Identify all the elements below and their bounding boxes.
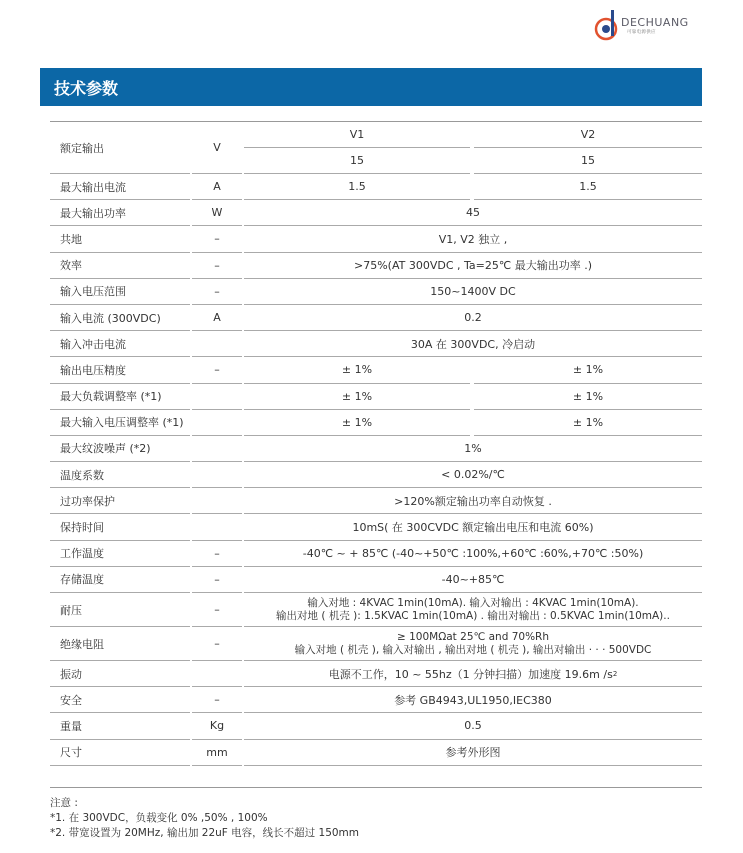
row-value-text: 电源不工作，10 ~ 55hz（1 分钟扫描）加速度 19.6m /s xyxy=(328,667,613,681)
v2-value: 15 xyxy=(474,148,702,174)
row-name: 最大纹波噪声 (*2) xyxy=(50,436,190,462)
row-unit: – xyxy=(192,357,242,383)
row-name: 保持时间 xyxy=(50,514,190,540)
row-unit: – xyxy=(192,226,242,252)
row-value-text: 0.5 xyxy=(464,719,482,733)
section-title: 技术参数 xyxy=(54,79,119,98)
row-name: 输出电压精度 xyxy=(50,357,190,383)
table-row xyxy=(50,462,702,488)
row-value xyxy=(244,331,702,357)
row-value xyxy=(244,514,702,540)
row-value-v1: ± 1% xyxy=(244,410,470,436)
row-name: 最大输入电压调整率 (*1) xyxy=(50,410,190,436)
table-row xyxy=(50,541,702,567)
row-name: 输入电压范围 xyxy=(50,279,190,305)
row-value-text: 参考外形图 xyxy=(445,746,501,760)
row-value-line-2: 输入对地 ( 机壳 ), 输入对输出 , 输出对地 ( 机壳 ), 输出对输出 · · · 500VDC xyxy=(294,643,652,656)
row-value-v2: ± 1% xyxy=(474,357,702,383)
row-name: 最大输出电流 xyxy=(50,174,190,200)
table-row xyxy=(50,713,702,739)
row-name: 振动 xyxy=(50,661,190,687)
notes-title: 注意 : xyxy=(50,797,78,809)
row-unit xyxy=(192,488,242,514)
row-value xyxy=(244,740,702,766)
row-value xyxy=(244,713,702,739)
row-value-text: -40~+85℃ xyxy=(441,572,505,586)
table-row xyxy=(50,436,702,462)
row-unit: – xyxy=(192,687,242,713)
brand-tagline: 可靠电源供应 xyxy=(627,30,656,35)
table-row xyxy=(50,384,702,410)
row-value-v1: 1.5 xyxy=(244,174,470,200)
table-row xyxy=(50,488,702,514)
brand-logo xyxy=(593,10,713,42)
row-unit: W xyxy=(192,200,242,226)
v2-label: V2 xyxy=(474,122,702,148)
row-name: 输入冲击电流 xyxy=(50,331,190,357)
row-value-text: >120%额定输出功率自动恢复 . xyxy=(394,494,552,508)
table-row xyxy=(50,567,702,593)
table-bottom-divider xyxy=(50,787,702,788)
row-value xyxy=(244,200,702,226)
row-unit xyxy=(192,384,242,410)
row-name: 尺寸 xyxy=(50,740,190,766)
row-unit xyxy=(192,514,242,540)
row-name: 共地 xyxy=(50,226,190,252)
row-name: 额定输出 xyxy=(50,122,190,174)
row-value-text: 30A 在 300VDC, 冷启动 xyxy=(410,337,536,351)
brand-logo-icon xyxy=(593,10,623,42)
row-unit: – xyxy=(192,567,242,593)
row-unit: V xyxy=(192,122,242,174)
note-2: *2. 带宽设置为 20MHz, 输出加 22uF 电容，线长不超过 150mm xyxy=(50,827,360,839)
row-value-v1: ± 1% xyxy=(244,357,470,383)
section-banner xyxy=(40,68,702,106)
table-row xyxy=(50,593,702,627)
row-name: 耐压 xyxy=(50,593,190,627)
row-value-text: 10mS( 在 300CVDC 额定输出电压和电流 60%) xyxy=(352,521,594,535)
row-name: 安全 xyxy=(50,687,190,713)
v1-label: V1 xyxy=(244,122,470,148)
row-value xyxy=(244,253,702,279)
table-row xyxy=(50,279,702,305)
row-value xyxy=(244,567,702,593)
row-unit xyxy=(192,462,242,488)
row-name: 最大输出功率 xyxy=(50,200,190,226)
notes xyxy=(50,796,359,841)
row-unit xyxy=(192,331,242,357)
row-name: 效率 xyxy=(50,253,190,279)
row-value-text: 150~1400V DC xyxy=(430,284,516,298)
row-name: 绝缘电阻 xyxy=(50,627,190,661)
table-row xyxy=(50,661,702,687)
spec-table xyxy=(50,121,702,766)
row-value-v2: 1.5 xyxy=(474,174,702,200)
row-unit: mm xyxy=(192,740,242,766)
row-value-superscript: 2 xyxy=(612,669,618,678)
row-value-v2: ± 1% xyxy=(474,410,702,436)
table-row xyxy=(50,627,702,661)
table-row xyxy=(50,226,702,252)
row-value-text: 1% xyxy=(464,441,482,455)
row-unit: – xyxy=(192,593,242,627)
note-1: *1. 在 300VDC，负载变化 0% ,50% , 100% xyxy=(50,812,268,824)
row-value-text: 0.2 xyxy=(464,311,482,325)
row-value-line-1: ≥ 100MΩat 25℃ and 70%Rh xyxy=(396,630,550,643)
table-row xyxy=(50,331,702,357)
row-value xyxy=(244,488,702,514)
table-row xyxy=(50,740,702,766)
row-unit xyxy=(192,436,242,462)
table-row xyxy=(50,174,702,200)
v1-value: 15 xyxy=(244,148,470,174)
row-value xyxy=(244,226,702,252)
row-name: 最大负载调整率 (*1) xyxy=(50,384,190,410)
row-unit: – xyxy=(192,253,242,279)
row-value xyxy=(244,687,702,713)
row-unit: – xyxy=(192,279,242,305)
row-name: 工作温度 xyxy=(50,541,190,567)
table-row xyxy=(50,200,702,226)
row-value xyxy=(244,627,702,661)
row-unit: A xyxy=(192,174,242,200)
row-value-text: V1, V2 独立 , xyxy=(438,232,508,246)
row-value xyxy=(244,462,702,488)
row-unit xyxy=(192,661,242,687)
row-value xyxy=(244,593,702,627)
row-unit: A xyxy=(192,305,242,331)
row-value-line-1: 输入对地 : 4KVAC 1min(10mA). 输入对输出 : 4KVAC 1min(10mA). xyxy=(307,596,639,609)
row-unit: – xyxy=(192,627,242,661)
table-row xyxy=(50,305,702,331)
table-row xyxy=(50,253,702,279)
row-name: 重量 xyxy=(50,713,190,739)
row-unit: Kg xyxy=(192,713,242,739)
row-value xyxy=(244,436,702,462)
table-row-rated-output xyxy=(50,122,702,174)
row-value xyxy=(244,305,702,331)
row-value-v1: ± 1% xyxy=(244,384,470,410)
table-row xyxy=(50,514,702,540)
row-unit: – xyxy=(192,541,242,567)
row-value-v2: ± 1% xyxy=(474,384,702,410)
row-value xyxy=(244,541,702,567)
row-value-text: 45 xyxy=(466,206,480,220)
row-value xyxy=(244,661,702,687)
row-value-text: 参考 GB4943,UL1950,IEC380 xyxy=(394,693,552,707)
row-name: 过功率保护 xyxy=(50,488,190,514)
table-row xyxy=(50,687,702,713)
row-name: 存储温度 xyxy=(50,567,190,593)
brand-name: DECHUANG xyxy=(621,16,689,29)
table-row xyxy=(50,410,702,436)
row-value-line-2: 输出对地 ( 机壳 ): 1.5KVAC 1min(10mA) . 输出对输出 : 0.5KVAC 1min(10mA).. xyxy=(276,609,670,622)
row-unit xyxy=(192,410,242,436)
row-value xyxy=(244,279,702,305)
table-row xyxy=(50,357,702,383)
row-value-text: < 0.02%/℃ xyxy=(441,468,505,482)
row-value-text: >75%(AT 300VDC , Ta=25℃ 最大输出功率 .) xyxy=(354,259,592,273)
row-value-text: -40℃ ~ + 85℃ (-40~+50℃ :100%,+60℃ :60%,+70℃ :50%) xyxy=(302,546,644,560)
row-name: 温度系数 xyxy=(50,462,190,488)
row-name: 输入电流 (300VDC) xyxy=(50,305,190,331)
